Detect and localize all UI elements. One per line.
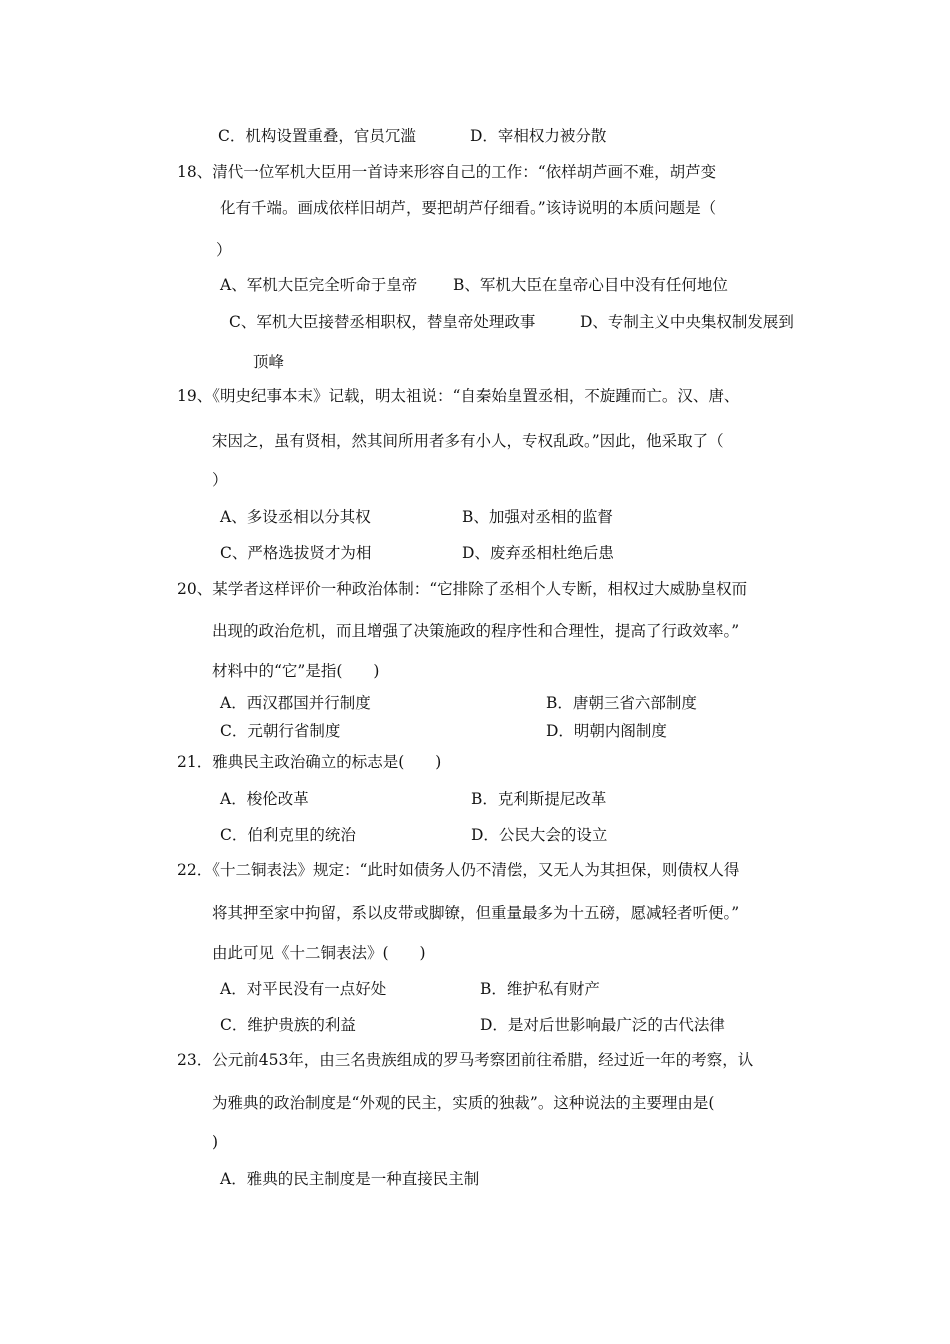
q23-stem-line1: 23．公元前453年，由三名贵族组成的罗马考察团前往希腊，经过近一年的考察，认 [177, 1051, 754, 1069]
q23-stem-line3: ) [212, 1133, 219, 1151]
q18-option-c: C、军机大臣接替丞相职权，替皇帝处理政事 [229, 313, 536, 331]
q22-option-d: D．是对后世影响最广泛的古代法律 [480, 1016, 725, 1034]
q18-option-d-cont: 顶峰 [253, 353, 285, 371]
q18-stem-line3: ） [216, 241, 232, 259]
q19-stem-line3: ） [212, 471, 228, 489]
q20-stem-line2: 出现的政治危机，而且增强了决策施政的程序性和合理性，提高了行政效率。” [212, 622, 740, 640]
q19-option-c: C、严格选拔贤才为相 [220, 544, 372, 562]
q18-option-d: D、专制主义中央集权制发展到 [580, 313, 794, 331]
q20-option-c: C．元朝行省制度 [220, 722, 341, 740]
q22-stem-line1: 22．《十二铜表法》规定：“此时如债务人仍不清偿，又无人为其担保，则债权人得 [177, 861, 740, 879]
q21-option-d: D．公民大会的设立 [471, 826, 608, 844]
q21-option-a: A．梭伦改革 [220, 790, 309, 808]
q20-stem-line1: 20、某学者这样评价一种政治体制：“它排除了丞相个人专断，相权过大威胁皇权而 [177, 580, 748, 598]
q22-option-a: A．对平民没有一点好处 [220, 980, 387, 998]
q22-option-b: B．维护私有财产 [480, 980, 600, 998]
q19-option-a: A、多设丞相以分其权 [220, 508, 371, 526]
q22-stem-line3: 由此可见《十二铜表法》( ) [212, 944, 426, 962]
q18-option-a: A、军机大臣完全听命于皇帝 [220, 276, 418, 294]
q18-stem-line1: 18、清代一位军机大臣用一首诗来形容自己的工作：“依样胡芦画不难，胡芦变 [177, 163, 717, 181]
q17-option-c: C．机构设置重叠，官员冗滥 [218, 127, 416, 145]
q20-option-d: D．明朝内阁制度 [546, 722, 667, 740]
q21-option-c: C．伯利克里的统治 [220, 826, 356, 844]
q23-option-a: A．雅典的民主制度是一种直接民主制 [220, 1170, 480, 1188]
q19-stem-line2: 宋因之，虽有贤相，然其间所用者多有小人，专权乱政。”因此，他采取了（ [212, 432, 724, 450]
q18-option-b: B、军机大臣在皇帝心目中没有任何地位 [453, 276, 728, 294]
q19-option-b: B、加强对丞相的监督 [462, 508, 613, 526]
q18-stem-line2: 化有千端。画成依样旧胡芦，要把胡芦仔细看。”该诗说明的本质问题是（ [220, 199, 717, 217]
q19-stem-line1: 19、《明史纪事本末》记载，明太祖说：“自秦始皇置丞相，不旋踵而亡。汉、唐、 [177, 387, 740, 405]
q20-option-b: B．唐朝三省六部制度 [546, 694, 697, 712]
q19-option-d: D、废弃丞相杜绝后患 [462, 544, 614, 562]
q23-stem-line2: 为雅典的政治制度是“外观的民主，实质的独裁”。这种说法的主要理由是( [212, 1094, 715, 1112]
q20-stem-line3: 材料中的“它”是指( ) [212, 662, 380, 680]
q21-option-b: B．克利斯提尼改革 [471, 790, 607, 808]
q22-option-c: C．维护贵族的利益 [220, 1016, 356, 1034]
q17-option-d: D．宰相权力被分散 [470, 127, 607, 145]
q21-stem-line1: 21．雅典民主政治确立的标志是( ) [177, 753, 442, 771]
q22-stem-line2: 将其押至家中拘留，系以皮带或脚镣，但重量最多为十五磅，愿减轻者听便。” [212, 904, 740, 922]
q20-option-a: A．西汉郡国并行制度 [220, 694, 371, 712]
